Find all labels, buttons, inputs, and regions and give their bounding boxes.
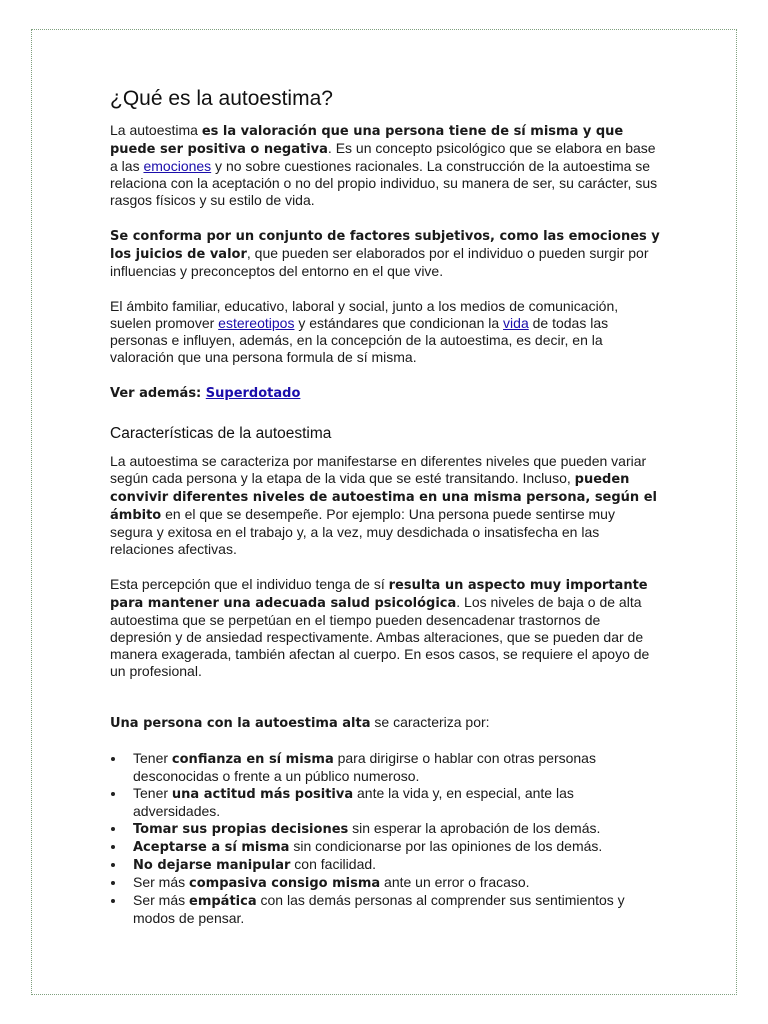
link-vida[interactable]: vida: [503, 315, 529, 331]
link-estereotipos[interactable]: estereotipos: [218, 315, 295, 331]
document-body: [110, 86, 660, 927]
paragraph-health: Esta percepción que el individuo tenga de sí resulta un aspecto muy importante para mantener una adecuada salud psicológica. Los niveles de baja o de alta autoestima que se perpetúan en el tiempo pueden desencadenar trastornos de depresión y de ansiedad respectivamente. Ambas alteraciones, que se pueden dar de manera exagerada, también afectan al cuerpo. En esos casos, se requiere el apoyo de un profesional.: [110, 576, 650, 679]
paragraph-characteristics: La autoestima se caracteriza por manifestarse en diferentes niveles que pueden variar según cada persona y la etapa de la vida que se esté transitando. Incluso, pueden convivir diferentes niveles de autoestima en una misma persona, según el ámbito en el que se desempeñe. Por ejemplo: Una persona puede sentirse muy segura y exitosa en el trabajo y, a la vez, muy desdichada o insatisfecha en las relaciones afectivas.: [110, 453, 657, 557]
paragraph-factors: Se conforma por un conjunto de factores subjetivos, como las emociones y los juicios de valor, que pueden ser elaborados por el individuo o pueden surgir por influencias y preconceptos del entorno en el que vive.: [110, 229, 660, 279]
list-item: Tener confianza en sí misma para dirigirse o hablar con otras personas desconocidas o frente a un público numeroso.: [110, 750, 660, 785]
paragraph-environment: El ámbito familiar, educativo, laboral y social, junto a los medios de comunicación, suelen promover estereotipos y estándares que condicionan la vida de todas las personas e influyen, además, en la concepción de la autoestima, es decir, en la valoración que una persona formula de sí misma.: [110, 298, 619, 365]
paragraph-definition: La autoestima es la valoración que una persona tiene de sí misma y que puede ser positiva o negativa. Es un concepto psicológico que se elabora en base a las emociones y no sobre cuestiones racionales. La construcción de la autoestima se relaciona con la aceptación o no del propio individuo, su manera de ser, su carácter, sus rasgos físicos y su estilo de vida.: [110, 122, 658, 208]
traits-list: [110, 750, 660, 927]
section-title: Características de la autoestima: [110, 425, 332, 442]
list-item: No dejarse manipular con facilidad.: [110, 856, 660, 874]
list-item: Aceptarse a sí misma sin condicionarse por las opiniones de los demás.: [110, 838, 660, 856]
paragraph-high-esteem: Una persona con la autoestima alta se caracteriza por:: [110, 714, 490, 731]
list-item: Ser más compasiva consigo misma ante un error o fracaso.: [110, 874, 660, 892]
see-also: Ver además: Superdotado: [110, 386, 301, 401]
link-emociones[interactable]: emociones: [143, 158, 212, 174]
page-title: ¿Qué es la autoestima?: [110, 87, 333, 110]
list-item: Tener una actitud más positiva ante la vida y, en especial, ante las adversidades.: [110, 785, 660, 820]
link-superdotado[interactable]: Superdotado: [205, 386, 301, 401]
list-item: Tomar sus propias decisiones sin esperar la aprobación de los demás.: [110, 820, 660, 838]
list-item: Ser más empática con las demás personas al comprender sus sentimientos y modos de pensar.: [110, 892, 660, 927]
